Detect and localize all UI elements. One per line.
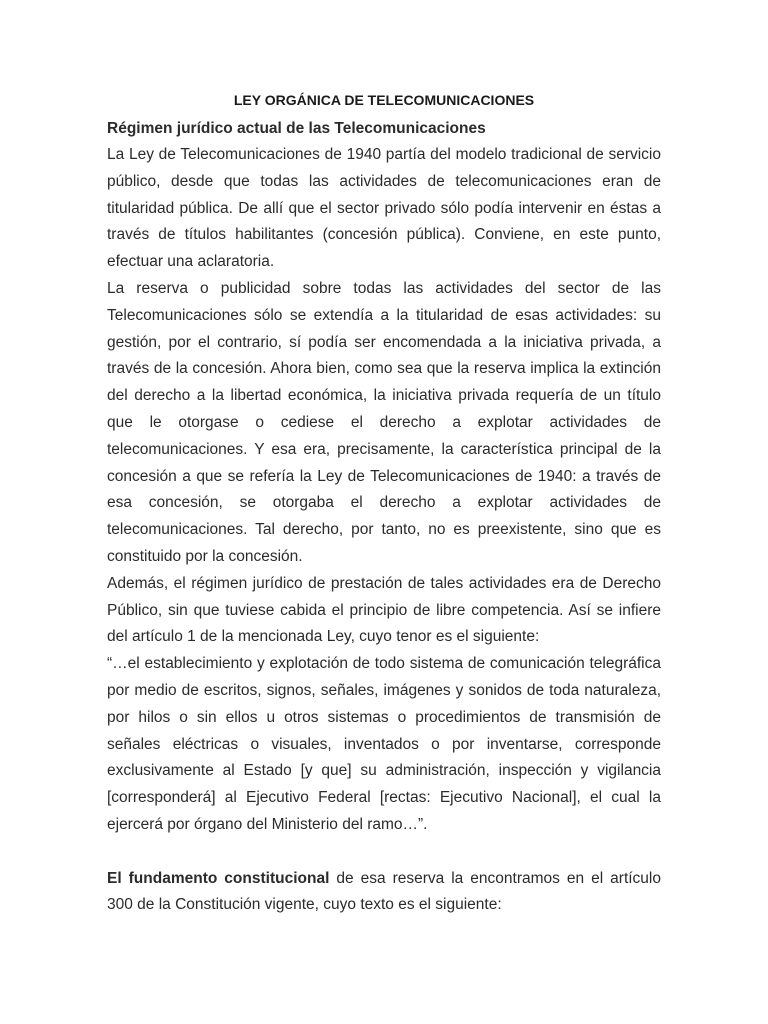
paragraph-2: La reserva o publicidad sobre todas las actividades del sector de las Telecomunicaciones sólo se extendía a la titularidad de esas actividades: su gestión, por el contrario, sí podía ser encomendada a la iniciativa privada, a través de la concesión. Ahora bien, como sea que la reserva implica la extinción del derecho a la libertad económica, la iniciativa privada requería de un título que le otorgase o cediese el derecho a explotar actividades de telecomunicaciones. Y esa era, precisamente, la característica principal de la concesión a que se refería la Ley de Telecomunicaciones de 1940: a través de esa concesión, se otorgaba el derecho a explotar actividades de telecomunicaciones. Tal derecho, por tanto, no es preexistente, sino que es constituido por la concesión. [107,279,661,565]
final-paragraph-rest: de esa reserva la encontramos en el artículo 300 de la Constitución vigente, cuyo texto es el siguiente: [107,869,661,914]
paragraph-spacer [107,839,661,866]
section-heading: Régimen jurídico actual de las Telecomunicaciones [107,120,486,137]
quote-paragraph: “…el establecimiento y explotación de todo sistema de comunicación telegráfica por medio de escritos, signos, señales, imágenes y sonidos de toda naturaleza, por hilos o sin ellos u otros sistemas o procedimientos de transmisión de señales eléctricas o visuales, inventados o por inventarse, corresponde exclusivamente al Estado [y que] su administración, inspección y vigilancia [corresponderá] al Ejecutivo Federal [rectas: Ejecutivo Nacional], el cual la ejercerá por órgano del Ministerio del ramo…”. [107,655,661,833]
final-paragraph [107,866,661,920]
document-title: LEY ORGÁNICA DE TELECOMUNICACIONES [233,92,535,108]
paragraph-1: La Ley de Telecomunicaciones de 1940 partía del modelo tradicional de servicio público, desde que todas las actividades de telecomunicaciones eran de titularidad pública. De allí que el sector privado sólo podía intervenir en éstas a través de títulos habilitantes (concesión pública). Conviene, en este punto, efectuar una aclaratoria. [107,146,661,271]
final-paragraph-bold-lead: El fundamento constitucional [107,869,330,887]
paragraph-3: Además, el régimen jurídico de prestación de tales actividades era de Derecho Público, sin que tuviese cabida el principio de libre competencia. Así se infiere del artículo 1 de la mencionada Ley, cuyo tenor es el siguiente: [107,574,661,646]
document-body [107,142,661,919]
